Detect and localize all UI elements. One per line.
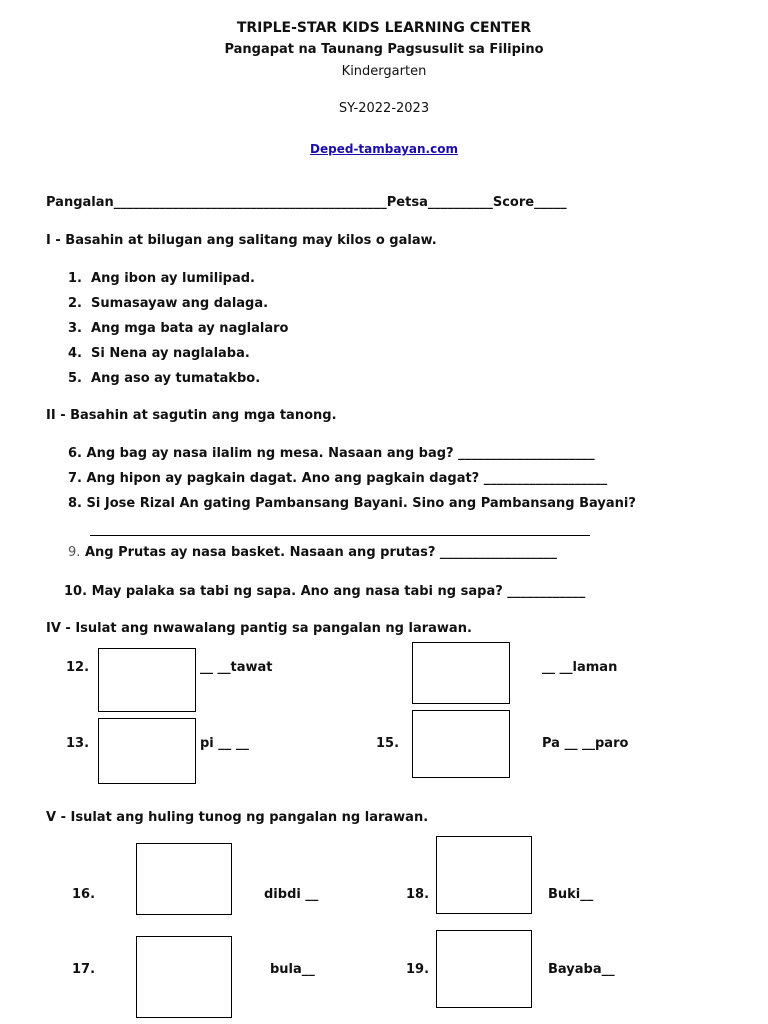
list-item — [68, 346, 250, 361]
picture-box — [136, 936, 232, 1018]
section-1-title: I - Basahin at bilugan ang salitang may kilos o galaw. — [46, 233, 437, 248]
item-text: Si Jose Rizal An gating Pambansang Bayani. Sino ang Pambansang Bayani? — [86, 496, 636, 511]
answer-line — [90, 535, 590, 536]
list-item — [68, 496, 636, 511]
picture-box — [136, 843, 232, 915]
picture-box — [98, 718, 196, 784]
item-number: 15. — [376, 736, 400, 751]
picture-box — [412, 710, 510, 778]
list-item — [68, 371, 260, 386]
item-text: Pa __ __paro — [542, 736, 629, 751]
picture-box — [436, 836, 532, 914]
list-item — [68, 296, 268, 311]
item-text: Sumasayaw ang dalaga. — [91, 296, 269, 311]
item-text: __ __laman — [542, 660, 618, 675]
item-text: Buki__ — [548, 887, 594, 902]
item-number: 18. — [406, 887, 430, 902]
item-number: 5. — [68, 371, 82, 386]
section-5-title: V - Isulat ang huling tunog ng pangalan ng larawan. — [46, 810, 429, 825]
item-text: Ang mga bata ay naglalaro — [91, 321, 289, 336]
list-item — [68, 545, 557, 560]
picture-box — [412, 642, 510, 704]
item-text: Ang aso ay tumatakbo. — [91, 371, 261, 386]
section-4-title: IV - Isulat ang nwawalang pantig sa pangalan ng larawan. — [46, 621, 472, 636]
item-number: 3. — [68, 321, 82, 336]
item-number: 9. — [68, 545, 81, 560]
item-number: 2. — [68, 296, 82, 311]
item-text: pi __ __ — [200, 736, 249, 751]
picture-box — [436, 930, 532, 1008]
item-text: __ __tawat — [200, 660, 273, 675]
exam-title: Pangapat na Taunang Pagsusulit sa Filipino — [224, 42, 544, 57]
item-number: 4. — [68, 346, 82, 361]
school-year: SY-2022-2023 — [338, 101, 430, 116]
item-number: 17. — [72, 962, 96, 977]
item-text: Ang bag ay nasa ilalim ng mesa. Nasaan ang bag? _____________________ — [86, 446, 595, 461]
school-name: TRIPLE-STAR KIDS LEARNING CENTER — [236, 20, 532, 36]
list-item — [68, 446, 595, 461]
list-item — [68, 471, 607, 486]
item-number: 10. — [64, 584, 88, 599]
item-number: 6. — [68, 446, 82, 461]
item-number: 8. — [68, 496, 82, 511]
item-text: May palaka sa tabi ng sapa. Ano ang nasa tabi ng sapa? ____________ — [91, 584, 586, 599]
grade-level: Kindergarten — [341, 64, 427, 79]
item-number: 12. — [66, 660, 90, 675]
item-text: dibdi __ — [264, 887, 319, 902]
picture-box — [98, 648, 196, 712]
item-text: Ang ibon ay lumilipad. — [91, 271, 255, 286]
item-text: Bayaba__ — [548, 962, 615, 977]
source-link[interactable]: Deped-tambayan.com — [310, 142, 458, 156]
item-text: Ang hipon ay pagkain dagat. Ano ang pagkain dagat? ___________________ — [86, 471, 608, 486]
section-2-title: II - Basahin at sagutin ang mga tanong. — [46, 408, 337, 423]
source-link-wrap — [0, 138, 768, 157]
list-item — [68, 321, 288, 336]
item-number: 13. — [66, 736, 90, 751]
item-number: 7. — [68, 471, 82, 486]
item-text: bula__ — [270, 962, 315, 977]
item-number: 19. — [406, 962, 430, 977]
item-text: Si Nena ay naglalaba. — [91, 346, 250, 361]
item-number: 16. — [72, 887, 96, 902]
item-number: 1. — [68, 271, 82, 286]
list-item — [64, 584, 585, 599]
item-text: Ang Prutas ay nasa basket. Nasaan ang prutas? __________________ — [84, 545, 557, 560]
name-date-score-line: Pangalan__________________________________________Petsa__________Score_____ — [46, 195, 567, 210]
list-item — [68, 271, 255, 286]
